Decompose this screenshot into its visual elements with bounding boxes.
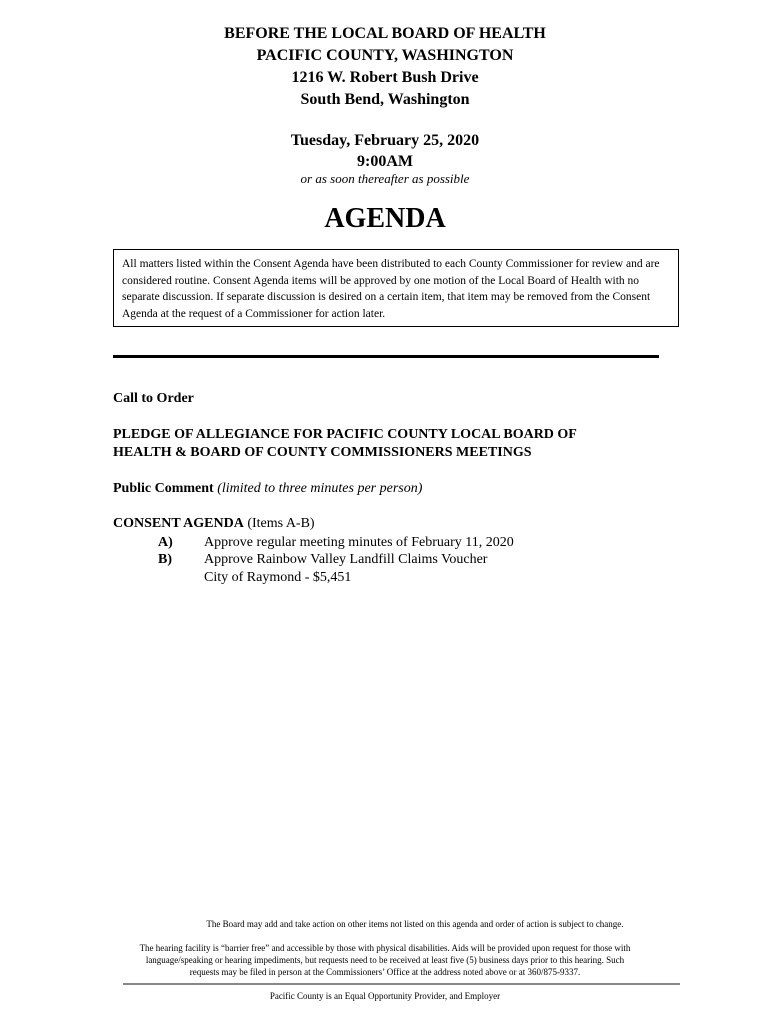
footer-accessibility-line2: language/speaking or hearing impediments, but requests need to be received at least five (5) business days prior to this hearing. Such bbox=[145, 955, 625, 965]
footer-divider bbox=[123, 983, 680, 985]
meeting-time-note: or as soon thereafter as possible bbox=[300, 171, 470, 186]
consent-agenda-range: (Items A-B) bbox=[247, 516, 315, 531]
public-comment-note: (limited to three minutes per person) bbox=[217, 481, 423, 496]
header-street-address: 1216 W. Robert Bush Drive bbox=[291, 69, 479, 86]
consent-item-a-letter: A) bbox=[158, 535, 173, 550]
consent-agenda-heading bbox=[113, 514, 315, 533]
footer-disclaimer: The Board may add and take action on other items not listed on this agenda and order of action is subject to change. bbox=[206, 919, 624, 929]
meeting-time: 9:00AM bbox=[357, 153, 413, 170]
page-title: AGENDA bbox=[324, 203, 446, 234]
footer-equal-opportunity: Pacific County is an Equal Opportunity Provider, and Employer bbox=[269, 991, 501, 1001]
pledge-heading-line2: HEALTH & BOARD OF COUNTY COMMISSIONERS MEETINGS bbox=[113, 445, 532, 460]
meeting-date: Tuesday, February 25, 2020 bbox=[290, 132, 480, 149]
public-comment bbox=[113, 479, 422, 498]
section-divider bbox=[113, 355, 659, 358]
consent-item-b-letter: B) bbox=[158, 552, 172, 567]
footer-accessibility-line3: requests may be filed in person at the Commissioners’ Office at the address noted above or at 360/875-9337. bbox=[189, 967, 581, 977]
consent-item-b-text-line2: City of Raymond - $5,451 bbox=[204, 570, 352, 585]
consent-item-a-text: Approve regular meeting minutes of February 11, 2020 bbox=[204, 535, 514, 550]
consent-agenda-label: CONSENT AGENDA bbox=[113, 516, 244, 531]
header-county: PACIFIC COUNTY, WASHINGTON bbox=[256, 47, 514, 64]
header-board-name: BEFORE THE LOCAL BOARD OF HEALTH bbox=[224, 25, 546, 42]
consent-agenda-notice-box bbox=[113, 249, 679, 327]
header-city: South Bend, Washington bbox=[300, 91, 470, 108]
footer-accessibility-line1: The hearing facility is “barrier free” and accessible by those with physical disabilities. Aids will be provided upon request for those with bbox=[139, 943, 631, 953]
pledge-heading-line1: PLEDGE OF ALLEGIANCE FOR PACIFIC COUNTY LOCAL BOARD OF bbox=[113, 427, 577, 442]
consent-agenda-notice-text: All matters listed within the Consent Agenda have been distributed to each County Commissioner for review and are considered routine. Consent Agenda items will be approved by one motion of the Local Board of Health with no separate discussion. If separate discussion is desired on a certain item, that item may be removed from the Consent Agenda at the request of a Commissioner for action later. bbox=[122, 258, 660, 320]
public-comment-label: Public Comment bbox=[113, 481, 214, 496]
consent-item-b-text: Approve Rainbow Valley Landfill Claims Voucher bbox=[204, 552, 488, 567]
call-to-order: Call to Order bbox=[113, 391, 194, 406]
